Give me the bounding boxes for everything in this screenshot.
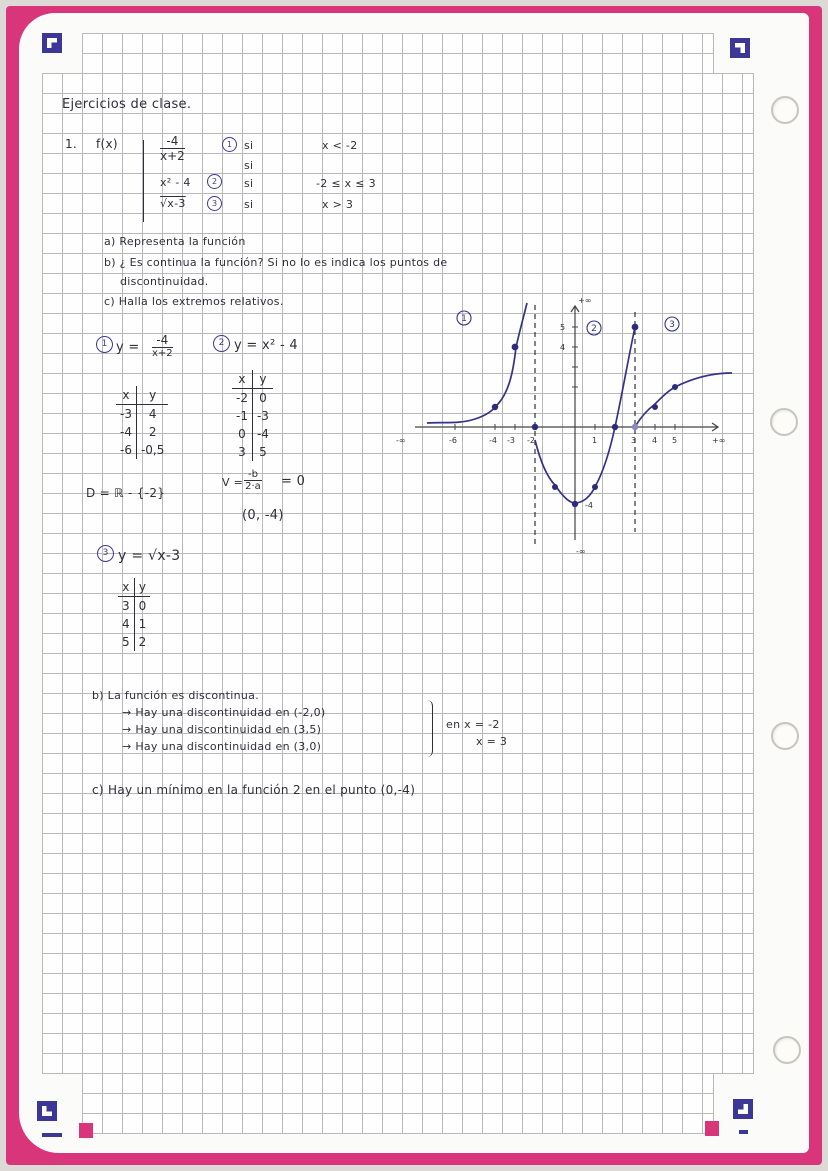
page-title: Ejercicios de clase. [62, 97, 192, 112]
y-tick-5: 5 [560, 323, 566, 332]
piece-2-condition: -2 ≤ x ≤ 3 [316, 177, 376, 190]
answer-b-intro: b) La función es discontinua. [92, 689, 260, 702]
f1-y-1: 2 [148, 425, 157, 439]
piece-3-expression: √x-3 [160, 197, 186, 210]
answer-b-item-1: → Hay una discontinuidad en (-2,0) [122, 706, 326, 719]
f1-x-1: -4 [116, 423, 136, 441]
f2-x-2: 0 [232, 425, 252, 443]
question-c: c) Halla los extremos relativos. [104, 295, 284, 308]
region-label-2: 2 [591, 324, 597, 334]
answer-b-summary-2: x = 3 [476, 735, 508, 748]
x-tick-neg-inf: -∞ [396, 436, 406, 445]
region-label-1: 1 [461, 314, 467, 324]
f2-x-1: -1 [232, 407, 252, 425]
piece-1-marker-icon: 1 [222, 137, 237, 152]
piece-2-marker-icon: 2 [207, 174, 222, 189]
f1-y-0: 4 [148, 407, 157, 421]
region-label-3: 3 [669, 320, 675, 330]
piece-3-marker-icon: 3 [207, 196, 222, 211]
f3-header-x: x [118, 578, 134, 597]
piece-1-numerator: -4 [160, 134, 185, 149]
question-b-line2: discontinuidad. [120, 275, 209, 288]
f3-y-1: 1 [138, 617, 147, 631]
f3-formula: y = √x-3 [118, 548, 181, 564]
f2-header-y: y [252, 370, 272, 389]
y-tick-4: 4 [560, 343, 566, 352]
y-tick-neg-inf: -∞ [576, 547, 586, 556]
piece-extra-si: si [244, 159, 254, 172]
f2-y-3: 5 [259, 445, 267, 459]
vertex-numerator: -b [244, 469, 262, 481]
f1-denominator: x+2 [152, 348, 173, 359]
piece-3-condition: x > 3 [322, 198, 354, 211]
f3-x-0: 3 [118, 597, 134, 616]
f3-x-1: 4 [118, 615, 134, 633]
f2-x-3: 3 [232, 443, 252, 461]
question-b-line1: b) ¿ Es continua la función? Si no lo es indica los puntos de [104, 256, 448, 269]
f1-x-2: -6 [116, 441, 136, 459]
curve-piece-3 [635, 373, 732, 427]
piece-1-denominator: x+2 [160, 149, 185, 163]
piece-1-si: si [244, 139, 254, 152]
piece-2-expression: x² - 4 [160, 176, 191, 189]
answer-b-item-3: → Hay una discontinuidad en (3,0) [122, 740, 322, 753]
x-tick-1: 1 [592, 436, 598, 445]
function-name: f(x) [96, 137, 118, 151]
question-a: a) Representa la función [104, 235, 246, 248]
f2-y-0: 0 [259, 391, 267, 405]
f1-numerator: -4 [152, 333, 173, 348]
vertex-lhs: V = [222, 476, 244, 489]
f1-x-0: -3 [116, 405, 136, 424]
f2-formula: y = x² - 4 [234, 338, 298, 353]
exercise-number: 1. [65, 137, 78, 151]
x-tick-4: 4 [652, 436, 658, 445]
f1-domain: D = ℝ - {-2} [86, 486, 166, 500]
answer-b-item-2: → Hay una discontinuidad en (3,5) [122, 723, 322, 736]
f3-marker-icon: 3 [97, 545, 114, 562]
f1-y-2: -0,5 [140, 443, 165, 457]
x-tick-neg2: -2 [527, 436, 535, 445]
piece-1-condition: x < -2 [322, 139, 358, 152]
piece-3-si: si [244, 198, 254, 211]
f1-lhs: y = [116, 340, 140, 355]
x-tick-pos-inf: +∞ [712, 436, 726, 445]
f1-header-x: x [116, 386, 136, 405]
x-tick-neg3: -3 [507, 436, 515, 445]
f3-x-2: 5 [118, 633, 134, 651]
f3-y-0: 0 [138, 599, 147, 613]
answer-c: c) Hay un mínimo en la función 2 en el punto (0,-4) [92, 783, 416, 797]
f1-marker-icon: 1 [96, 336, 113, 353]
piece-2-si: si [244, 177, 254, 190]
f2-y-1: -3 [256, 409, 269, 423]
f2-x-0: -2 [232, 389, 252, 408]
f1-header-y: y [136, 386, 168, 405]
f2-y-2: -4 [256, 427, 269, 441]
f2-header-x: x [232, 370, 252, 389]
x-tick-neg6: -6 [449, 436, 457, 445]
f3-y-2: 2 [138, 635, 147, 649]
answer-b-summary-1: en x = -2 [446, 718, 500, 731]
vertex-denominator: 2·a [245, 481, 261, 492]
x-tick-5: 5 [672, 436, 678, 445]
vertex-point: (0, -4) [242, 508, 284, 523]
y-tick-neg4: -4 [585, 501, 593, 510]
curve-piece-1 [427, 303, 527, 423]
curve-piece-2 [535, 327, 635, 503]
y-tick-pos-inf: +∞ [578, 296, 592, 305]
f2-marker-icon: 2 [213, 335, 230, 352]
x-tick-3: 3 [631, 436, 637, 445]
x-tick-neg4: -4 [489, 436, 497, 445]
f3-header-y: y [134, 578, 150, 597]
vertex-result: = 0 [281, 474, 306, 489]
